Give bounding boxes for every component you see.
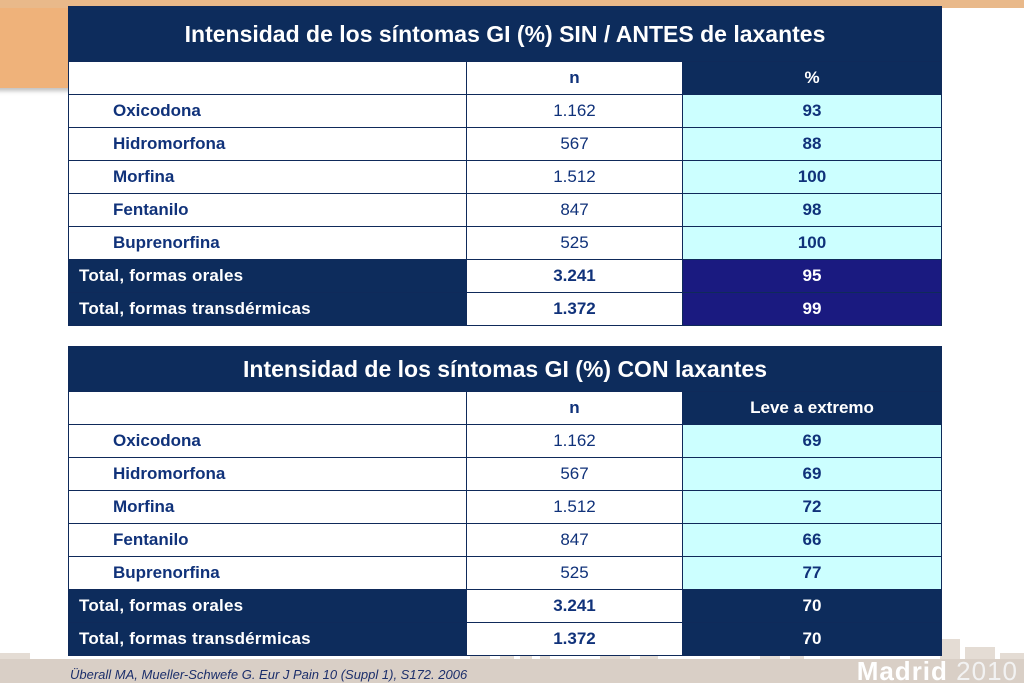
table-row <box>69 491 942 524</box>
drug-name: Hidromorfona <box>69 128 467 161</box>
percent-value: 100 <box>683 227 942 260</box>
total-n: 3.241 <box>467 590 683 623</box>
total-row <box>69 623 942 656</box>
header-blank-cell <box>69 62 467 95</box>
table-row <box>69 194 942 227</box>
table-row <box>69 524 942 557</box>
total-row <box>69 590 942 623</box>
drug-name: Hidromorfona <box>69 458 467 491</box>
percent-value: 66 <box>683 524 942 557</box>
n-value: 567 <box>467 458 683 491</box>
total-percent: 95 <box>683 260 942 293</box>
brand-logo <box>857 656 1018 687</box>
table-row <box>69 425 942 458</box>
table-row <box>69 557 942 590</box>
n-value: 847 <box>467 524 683 557</box>
total-label: Total, formas transdérmicas <box>69 293 467 326</box>
total-label: Total, formas orales <box>69 260 467 293</box>
drug-name: Buprenorfina <box>69 557 467 590</box>
table-row <box>69 161 942 194</box>
table-title: Intensidad de los síntomas GI (%) CON laxantes <box>69 347 942 392</box>
percent-value: 69 <box>683 458 942 491</box>
total-row <box>69 293 942 326</box>
total-label: Total, formas orales <box>69 590 467 623</box>
total-percent: 70 <box>683 623 942 656</box>
table-row <box>69 458 942 491</box>
drug-name: Morfina <box>69 491 467 524</box>
citation: Überall MA, Mueller-Schwefe G. Eur J Pain 10 (Suppl 1), S172. 2006 <box>70 667 468 682</box>
drug-name: Fentanilo <box>69 194 467 227</box>
n-value: 1.162 <box>467 425 683 458</box>
drug-name: Oxicodona <box>69 425 467 458</box>
percent-value: 93 <box>683 95 942 128</box>
total-n: 3.241 <box>467 260 683 293</box>
total-n: 1.372 <box>467 623 683 656</box>
table-row <box>69 227 942 260</box>
column-header-n: n <box>467 62 683 95</box>
column-header-value: % <box>683 62 942 95</box>
percent-value: 69 <box>683 425 942 458</box>
n-value: 525 <box>467 227 683 260</box>
table-row <box>69 95 942 128</box>
column-header-value: Leve a extremo <box>683 392 942 425</box>
column-header-n: n <box>467 392 683 425</box>
n-value: 1.512 <box>467 491 683 524</box>
table-con-laxantes <box>68 346 942 656</box>
total-row <box>69 260 942 293</box>
n-value: 847 <box>467 194 683 227</box>
percent-value: 98 <box>683 194 942 227</box>
n-value: 1.512 <box>467 161 683 194</box>
n-value: 1.162 <box>467 95 683 128</box>
table-title: Intensidad de los síntomas GI (%) SIN / ANTES de laxantes <box>69 7 942 62</box>
drug-name: Fentanilo <box>69 524 467 557</box>
total-label: Total, formas transdérmicas <box>69 623 467 656</box>
percent-value: 72 <box>683 491 942 524</box>
table-row <box>69 128 942 161</box>
total-percent: 99 <box>683 293 942 326</box>
brand-city: Madrid <box>856 656 948 686</box>
total-n: 1.372 <box>467 293 683 326</box>
drug-name: Buprenorfina <box>69 227 467 260</box>
drug-name: Morfina <box>69 161 467 194</box>
n-value: 525 <box>467 557 683 590</box>
total-percent: 70 <box>683 590 942 623</box>
percent-value: 88 <box>683 128 942 161</box>
n-value: 567 <box>467 128 683 161</box>
drug-name: Oxicodona <box>69 95 467 128</box>
table-sin-laxantes <box>68 6 942 326</box>
percent-value: 100 <box>683 161 942 194</box>
brand-year: 2010 <box>956 656 1018 686</box>
percent-value: 77 <box>683 557 942 590</box>
header-blank-cell <box>69 392 467 425</box>
